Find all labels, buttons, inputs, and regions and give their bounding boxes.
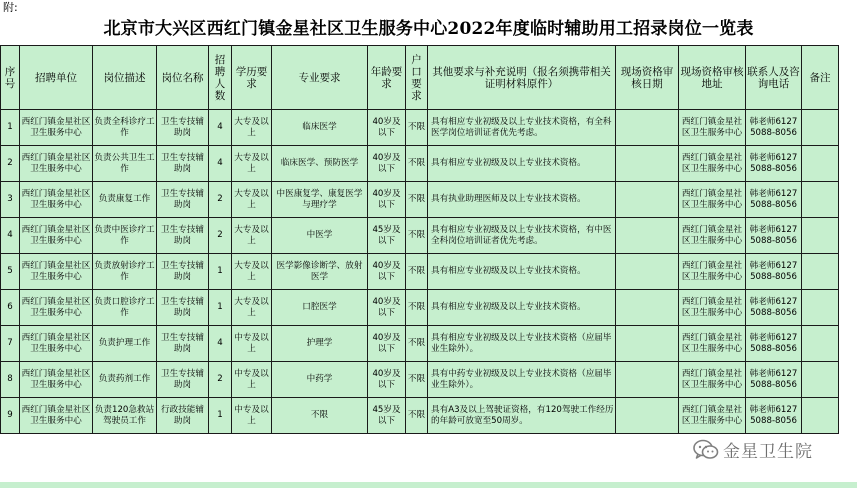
- cell-unit: 西红门镇金星社区卫生服务中心: [20, 398, 93, 434]
- wechat-bubble-icon: [693, 439, 719, 461]
- cell-hukou: 不限: [406, 398, 428, 434]
- cell-remark: [802, 146, 839, 182]
- header-cell-review-date: 现场资格审核日期: [616, 46, 679, 110]
- cell-job-name: 卫生专技辅助岗: [157, 182, 209, 218]
- cell-index: 3: [1, 182, 20, 218]
- cell-contact: 韩老师61275088-8056: [746, 398, 802, 434]
- cell-other: 具有相应专业初级及以上专业技术资格。: [428, 254, 616, 290]
- header-row: [1, 46, 839, 110]
- cell-unit: 西红门镇金星社区卫生服务中心: [20, 290, 93, 326]
- cell-count: 1: [209, 398, 232, 434]
- header-cell-index: 序号: [1, 46, 20, 110]
- cell-job-name: 卫生专技辅助岗: [157, 146, 209, 182]
- cell-job-desc: 负责康复工作: [93, 182, 157, 218]
- header-cell-count: 招聘人数: [209, 46, 232, 110]
- cell-count: 1: [209, 254, 232, 290]
- cell-hukou: 不限: [406, 254, 428, 290]
- cell-job-name: 卫生专技辅助岗: [157, 218, 209, 254]
- cell-review-date: [616, 398, 679, 434]
- cell-count: 4: [209, 146, 232, 182]
- cell-hukou: 不限: [406, 326, 428, 362]
- cell-education: 大专及以上: [232, 146, 272, 182]
- cell-contact: 韩老师61275088-8056: [746, 362, 802, 398]
- cell-unit: 西红门镇金星社区卫生服务中心: [20, 146, 93, 182]
- cell-unit: 西红门镇金星社区卫生服务中心: [20, 326, 93, 362]
- cell-job-desc: 负责全科诊疗工作: [93, 110, 157, 146]
- cell-review-date: [616, 218, 679, 254]
- table-row: [1, 326, 839, 362]
- header-cell-job-desc: 岗位描述: [93, 46, 157, 110]
- cell-age: 40岁及以下: [368, 182, 406, 218]
- cell-age: 40岁及以下: [368, 290, 406, 326]
- cell-major: 中医康复学、康复医学与理疗学: [272, 182, 368, 218]
- cell-contact: 韩老师61275088-8056: [746, 290, 802, 326]
- cell-index: 8: [1, 362, 20, 398]
- header-cell-remark: 备注: [802, 46, 839, 110]
- table-row: [1, 254, 839, 290]
- cell-review-address: 西红门镇金星社区卫生服务中心: [679, 362, 746, 398]
- header-cell-education: 学历要求: [232, 46, 272, 110]
- cell-job-desc: 负责药剂工作: [93, 362, 157, 398]
- table-row: [1, 290, 839, 326]
- cell-hukou: 不限: [406, 182, 428, 218]
- header-cell-job-name: 岗位名称: [157, 46, 209, 110]
- cell-remark: [802, 182, 839, 218]
- cell-job-desc: 负责护理工作: [93, 326, 157, 362]
- cell-count: 4: [209, 110, 232, 146]
- cell-job-desc: 负责120急救站驾驶员工作: [93, 398, 157, 434]
- header-cell-review-address: 现场资格审核地址: [679, 46, 746, 110]
- cell-other: 具有相应专业初级及以上专业技术资格。: [428, 146, 616, 182]
- cell-index: 5: [1, 254, 20, 290]
- page-title: 北京市大兴区西红门镇金星社区卫生服务中心2022年度临时辅助用工招录岗位一览表: [103, 19, 754, 39]
- cell-education: 中专及以上: [232, 326, 272, 362]
- header-cell-age: 年龄要求: [368, 46, 406, 110]
- cell-review-date: [616, 290, 679, 326]
- cell-review-address: 西红门镇金星社区卫生服务中心: [679, 290, 746, 326]
- cell-review-address: 西红门镇金星社区卫生服务中心: [679, 398, 746, 434]
- cell-hukou: 不限: [406, 110, 428, 146]
- cell-count: 2: [209, 182, 232, 218]
- sheet-bottom-fill: [0, 482, 857, 488]
- cell-age: 40岁及以下: [368, 110, 406, 146]
- cell-remark: [802, 326, 839, 362]
- table-row: [1, 218, 839, 254]
- watermark: [693, 437, 813, 462]
- table-body: [1, 110, 839, 434]
- cell-review-address: 西红门镇金星社区卫生服务中心: [679, 146, 746, 182]
- cell-hukou: 不限: [406, 290, 428, 326]
- cell-major: 护理学: [272, 326, 368, 362]
- header-cell-contact: 联系人及咨询电话: [746, 46, 802, 110]
- cell-review-date: [616, 110, 679, 146]
- cell-index: 7: [1, 326, 20, 362]
- cell-unit: 西红门镇金星社区卫生服务中心: [20, 254, 93, 290]
- cell-remark: [802, 398, 839, 434]
- cell-remark: [802, 254, 839, 290]
- cell-unit: 西红门镇金星社区卫生服务中心: [20, 218, 93, 254]
- header-cell-hukou: 户口要求: [406, 46, 428, 110]
- cell-index: 9: [1, 398, 20, 434]
- header-cell-major: 专业要求: [272, 46, 368, 110]
- cell-review-address: 西红门镇金星社区卫生服务中心: [679, 110, 746, 146]
- cell-remark: [802, 218, 839, 254]
- cell-review-date: [616, 146, 679, 182]
- cell-count: 1: [209, 290, 232, 326]
- cell-contact: 韩老师61275088-8056: [746, 254, 802, 290]
- cell-review-date: [616, 326, 679, 362]
- cell-age: 40岁及以下: [368, 254, 406, 290]
- cell-hukou: 不限: [406, 146, 428, 182]
- cell-job-desc: 负责中医诊疗工作: [93, 218, 157, 254]
- header-cell-other: 其他要求与补充说明（报名须携带相关证明材料原件）: [428, 46, 616, 110]
- cell-age: 40岁及以下: [368, 362, 406, 398]
- cell-major: 医学影像诊断学、放射医学: [272, 254, 368, 290]
- cell-index: 2: [1, 146, 20, 182]
- table-row: [1, 362, 839, 398]
- attachment-note: 附:: [3, 1, 18, 14]
- cell-major: 中药学: [272, 362, 368, 398]
- cell-count: 4: [209, 326, 232, 362]
- cell-job-name: 卫生专技辅助岗: [157, 254, 209, 290]
- cell-job-name: 行政技能辅助岗: [157, 398, 209, 434]
- cell-other: 具有中药专业初级及以上专业技术资格（应届毕业生除外）。: [428, 362, 616, 398]
- cell-unit: 西红门镇金星社区卫生服务中心: [20, 362, 93, 398]
- cell-age: 45岁及以下: [368, 218, 406, 254]
- cell-review-address: 西红门镇金星社区卫生服务中心: [679, 326, 746, 362]
- cell-age: 40岁及以下: [368, 146, 406, 182]
- cell-contact: 韩老师61275088-8056: [746, 110, 802, 146]
- cell-major: 口腔医学: [272, 290, 368, 326]
- cell-major: 临床医学、预防医学: [272, 146, 368, 182]
- cell-job-desc: 负责口腔诊疗工作: [93, 290, 157, 326]
- table-row: [1, 182, 839, 218]
- cell-contact: 韩老师61275088-8056: [746, 146, 802, 182]
- cell-contact: 韩老师61275088-8056: [746, 182, 802, 218]
- cell-job-name: 卫生专技辅助岗: [157, 290, 209, 326]
- cell-major: 不限: [272, 398, 368, 434]
- cell-contact: 韩老师61275088-8056: [746, 218, 802, 254]
- cell-count: 2: [209, 218, 232, 254]
- cell-job-desc: 负责公共卫生工作: [93, 146, 157, 182]
- cell-remark: [802, 362, 839, 398]
- cell-other: 具有A3及以上驾驶证资格，有120驾驶工作经历的年龄可放宽至50周岁。: [428, 398, 616, 434]
- cell-other: 具有相应专业初级及以上专业技术资格（应届毕业生除外）。: [428, 326, 616, 362]
- cell-other: 具有相应专业初级及以上专业技术资格，有中医全科岗位培训证者优先考虑。: [428, 218, 616, 254]
- cell-contact: 韩老师61275088-8056: [746, 326, 802, 362]
- cell-education: 大专及以上: [232, 182, 272, 218]
- table-row: [1, 398, 839, 434]
- cell-review-address: 西红门镇金星社区卫生服务中心: [679, 182, 746, 218]
- cell-education: 大专及以上: [232, 110, 272, 146]
- cell-education: 大专及以上: [232, 254, 272, 290]
- cell-unit: 西红门镇金星社区卫生服务中心: [20, 110, 93, 146]
- cell-count: 2: [209, 362, 232, 398]
- cell-job-name: 卫生专技辅助岗: [157, 326, 209, 362]
- cell-job-name: 卫生专技辅助岗: [157, 362, 209, 398]
- cell-remark: [802, 110, 839, 146]
- recruitment-table: [0, 45, 839, 434]
- cell-index: 1: [1, 110, 20, 146]
- table-row: [1, 146, 839, 182]
- table-row: [1, 110, 839, 146]
- cell-index: 4: [1, 218, 20, 254]
- cell-education: 中专及以上: [232, 398, 272, 434]
- cell-job-desc: 负责放射诊疗工作: [93, 254, 157, 290]
- cell-review-date: [616, 254, 679, 290]
- cell-review-date: [616, 362, 679, 398]
- cell-age: 45岁及以下: [368, 398, 406, 434]
- cell-major: 临床医学: [272, 110, 368, 146]
- cell-review-date: [616, 182, 679, 218]
- cell-review-address: 西红门镇金星社区卫生服务中心: [679, 218, 746, 254]
- cell-age: 40岁及以下: [368, 326, 406, 362]
- cell-other: 具有相应专业初级及以上专业技术资格，有全科医学岗位培训证者优先考虑。: [428, 110, 616, 146]
- cell-other: 具有相应专业初级及以上专业技术资格。: [428, 290, 616, 326]
- cell-major: 中医学: [272, 218, 368, 254]
- cell-other: 具有执业助理医师及以上专业技术资格。: [428, 182, 616, 218]
- cell-education: 大专及以上: [232, 218, 272, 254]
- cell-education: 大专及以上: [232, 290, 272, 326]
- cell-hukou: 不限: [406, 218, 428, 254]
- watermark-text: 金星卫生院: [723, 442, 813, 462]
- cell-index: 6: [1, 290, 20, 326]
- cell-education: 中专及以上: [232, 362, 272, 398]
- cell-hukou: 不限: [406, 362, 428, 398]
- cell-unit: 西红门镇金星社区卫生服务中心: [20, 182, 93, 218]
- header-cell-unit: 招聘单位: [20, 46, 93, 110]
- cell-job-name: 卫生专技辅助岗: [157, 110, 209, 146]
- cell-review-address: 西红门镇金星社区卫生服务中心: [679, 254, 746, 290]
- cell-remark: [802, 290, 839, 326]
